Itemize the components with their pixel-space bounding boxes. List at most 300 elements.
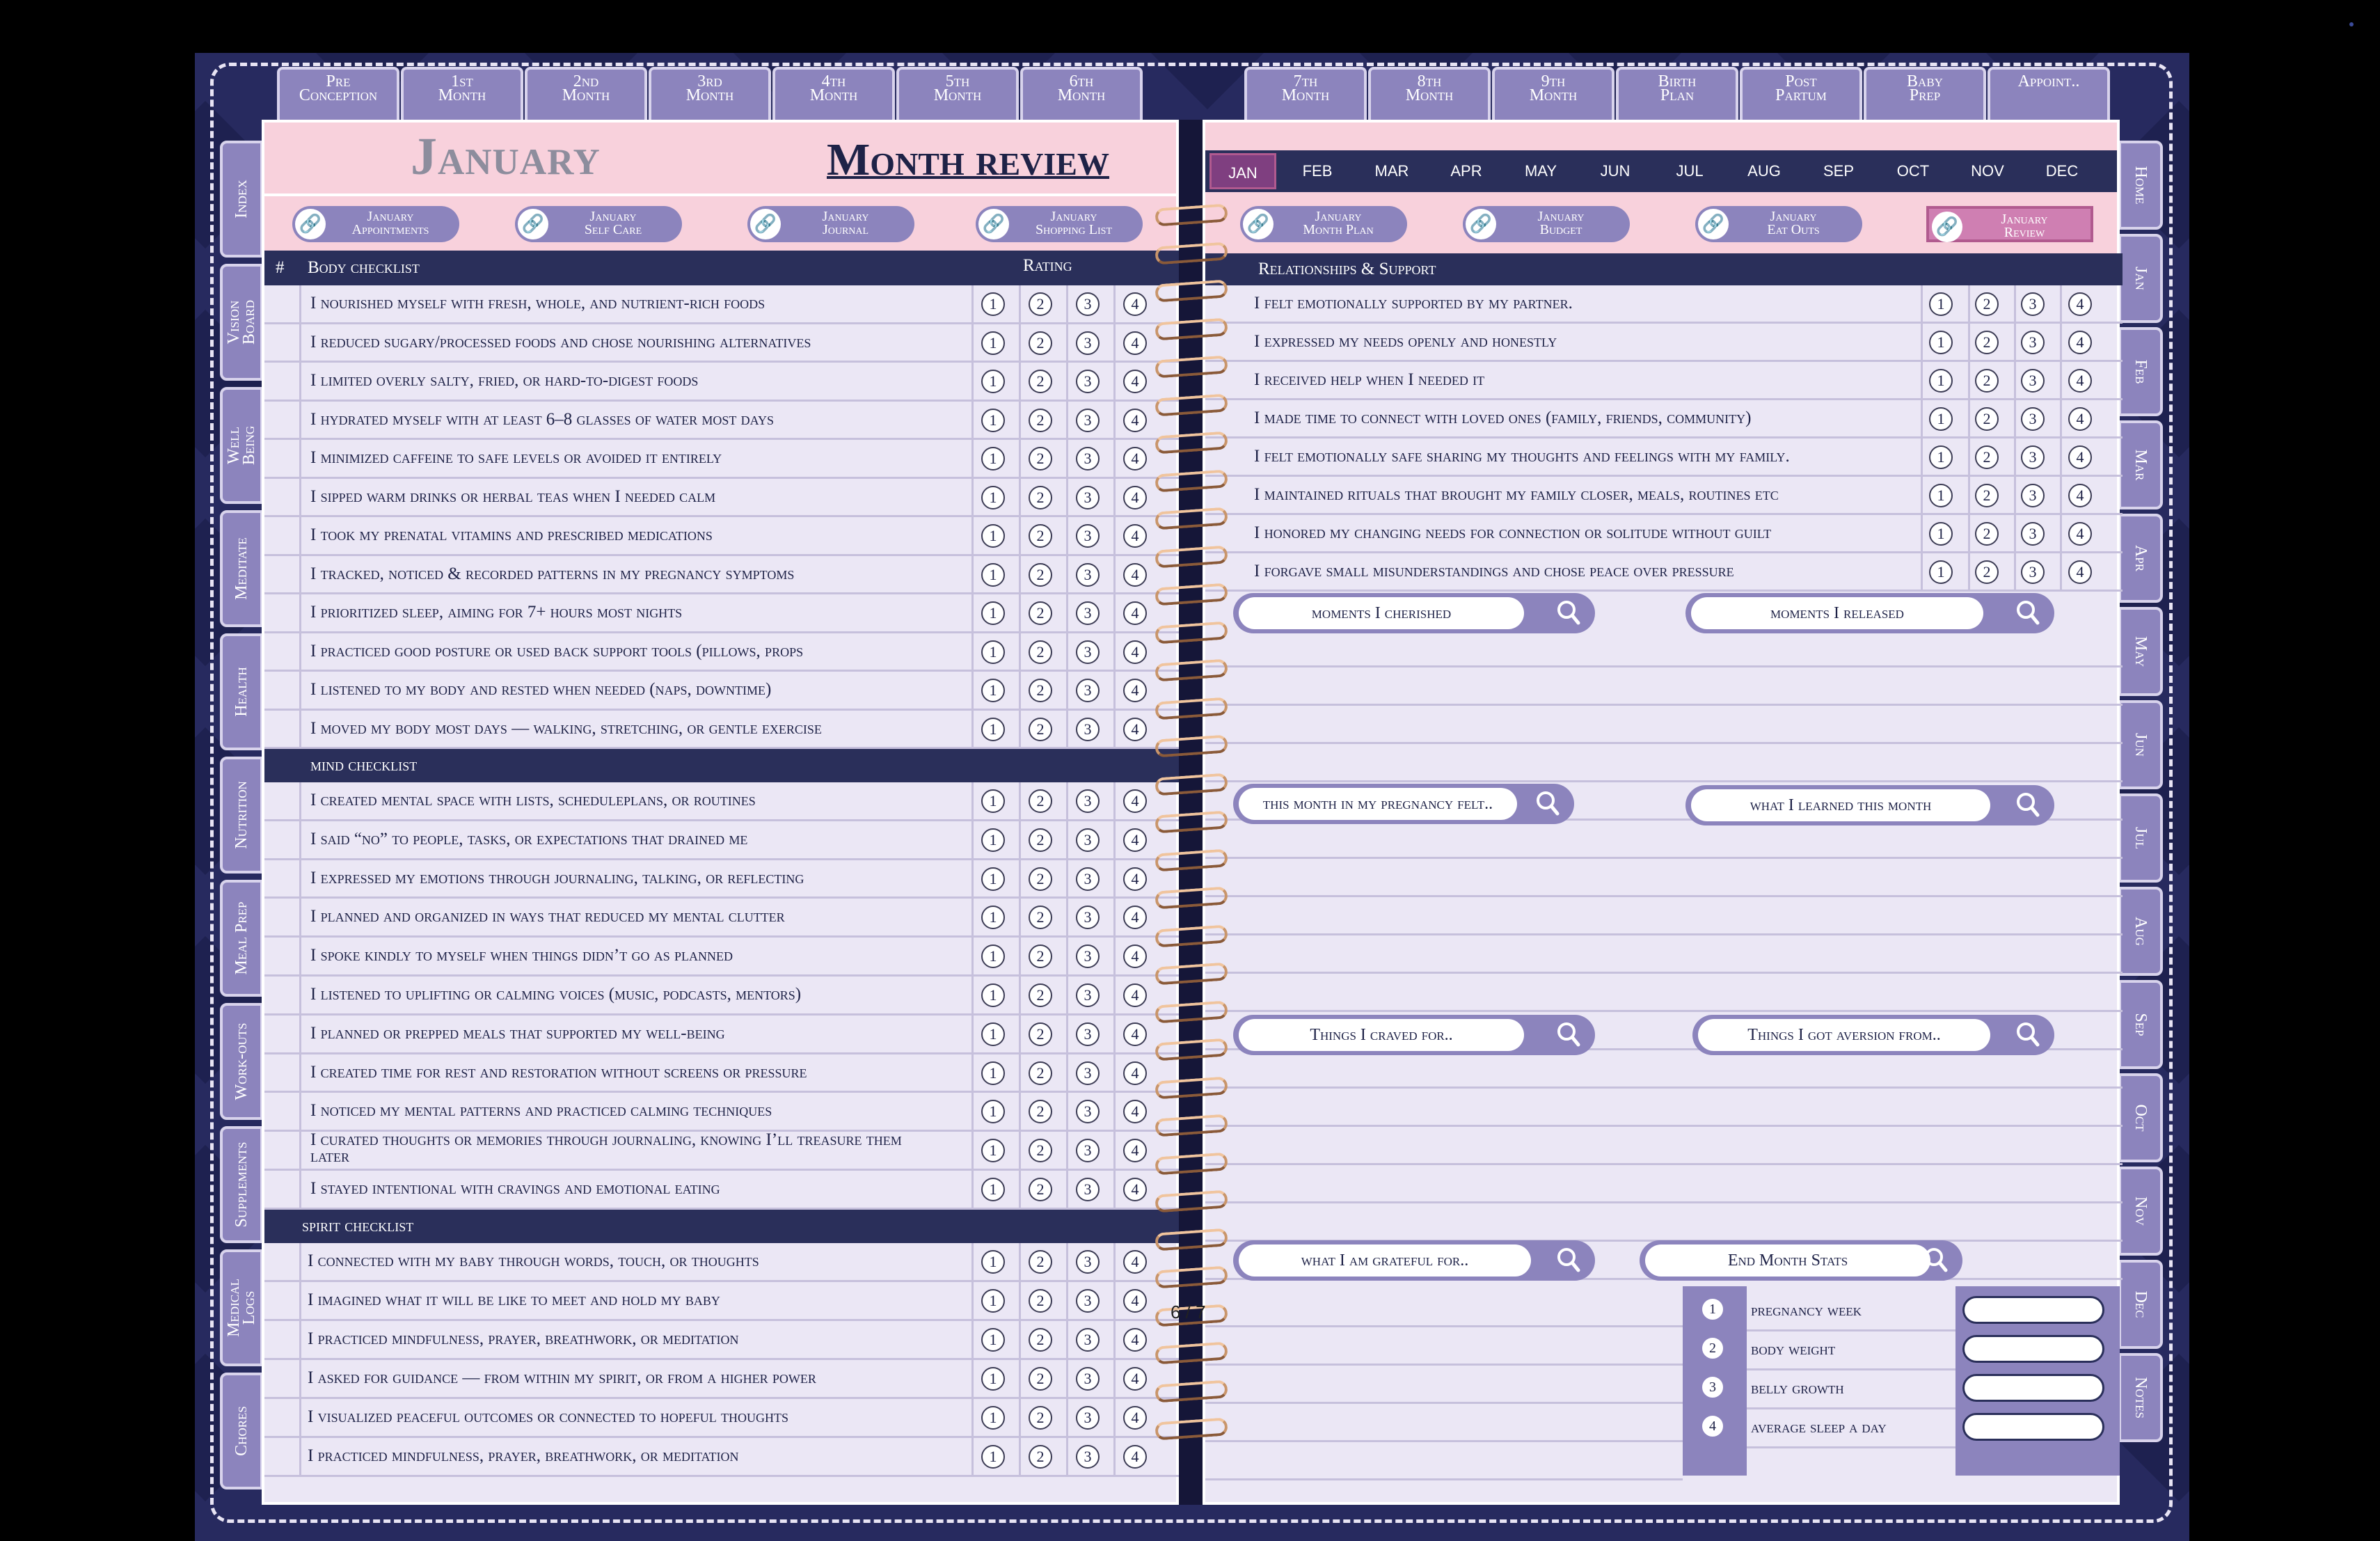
rating-option[interactable]: 3 bbox=[1076, 828, 1100, 852]
rating-option[interactable]: 4 bbox=[1123, 601, 1147, 625]
rating-option[interactable]: 2 bbox=[1029, 1178, 1052, 1201]
link-button-label: January bbox=[1770, 209, 1817, 224]
rating-option[interactable]: 1 bbox=[981, 1100, 1005, 1123]
rating-option[interactable]: 2 bbox=[1029, 679, 1052, 702]
table-divider bbox=[971, 440, 974, 479]
rating-option[interactable]: 4 bbox=[1123, 867, 1147, 891]
rating-option[interactable]: 4 bbox=[2068, 331, 2092, 354]
rating-option[interactable]: 2 bbox=[1029, 447, 1052, 471]
rating-option[interactable]: 4 bbox=[1123, 1061, 1147, 1085]
side-tab-right-7[interactable] bbox=[2118, 793, 2163, 883]
top-tab-r1[interactable] bbox=[1368, 67, 1491, 121]
rating-option[interactable]: 3 bbox=[1076, 1139, 1100, 1162]
link-button-link_buttons_right-0[interactable] bbox=[1240, 206, 1407, 242]
table-divider bbox=[1066, 556, 1068, 595]
rating-option[interactable]: 2 bbox=[1029, 1289, 1052, 1313]
rating-option[interactable]: 4 bbox=[1123, 447, 1147, 471]
side-tab-left-6[interactable] bbox=[220, 880, 263, 997]
table-divider bbox=[971, 285, 974, 324]
month-jan[interactable]: JAN bbox=[1209, 153, 1276, 189]
rating-option[interactable]: 3 bbox=[1076, 867, 1100, 891]
table-divider bbox=[1066, 899, 1068, 938]
month-sep[interactable]: SEP bbox=[1823, 162, 1855, 180]
rating-option[interactable]: 1 bbox=[981, 1022, 1005, 1046]
checklist-item-text: I hydrated myself with at least 6–8 glasses of water most days bbox=[310, 409, 774, 429]
link-button-link_buttons_left-0[interactable] bbox=[292, 206, 459, 242]
top-tab-5[interactable] bbox=[896, 67, 1019, 121]
rating-option[interactable]: 2 bbox=[1029, 789, 1052, 813]
stat-input-field[interactable] bbox=[1962, 1413, 2104, 1441]
side-tab-label: Oct bbox=[2132, 1104, 2150, 1132]
top-tab-3[interactable] bbox=[649, 67, 771, 121]
rating-option[interactable]: 1 bbox=[981, 1445, 1005, 1469]
side-tab-right-11[interactable] bbox=[2118, 1167, 2163, 1256]
rating-option[interactable]: 2 bbox=[1029, 563, 1052, 587]
search-icon[interactable] bbox=[2014, 599, 2042, 626]
rating-option[interactable]: 1 bbox=[981, 1250, 1005, 1274]
link-button-link_buttons_right-2[interactable] bbox=[1695, 206, 1862, 242]
rating-option[interactable]: 4 bbox=[1123, 679, 1147, 702]
side-tab-right-2[interactable] bbox=[2118, 327, 2163, 416]
table-divider bbox=[2060, 285, 2062, 324]
rating-option[interactable]: 3 bbox=[2021, 484, 2045, 507]
prompt-search-box[interactable] bbox=[1233, 1015, 1595, 1055]
rating-option[interactable]: 4 bbox=[1123, 1100, 1147, 1123]
rating-option[interactable]: 3 bbox=[1076, 409, 1100, 432]
rating-option[interactable]: 1 bbox=[981, 370, 1005, 393]
rating-option[interactable]: 2 bbox=[1029, 1406, 1052, 1430]
rating-option[interactable]: 3 bbox=[1076, 1178, 1100, 1201]
rating-option[interactable]: 1 bbox=[1929, 484, 1953, 507]
rating-option[interactable]: 4 bbox=[1123, 1250, 1147, 1274]
rating-option[interactable]: 1 bbox=[981, 906, 1005, 929]
rating-option[interactable]: 4 bbox=[1123, 1367, 1147, 1391]
rating-option[interactable]: 2 bbox=[1029, 1367, 1052, 1391]
rating-option[interactable]: 4 bbox=[1123, 331, 1147, 355]
rating-option[interactable]: 3 bbox=[1076, 370, 1100, 393]
rating-option[interactable]: 4 bbox=[1123, 789, 1147, 813]
month-apr[interactable]: APR bbox=[1450, 162, 1482, 180]
rating-option[interactable]: 3 bbox=[1076, 486, 1100, 509]
rating-option[interactable]: 4 bbox=[1123, 486, 1147, 509]
checklist-item-text: I stayed intentional with cravings and emotional eating bbox=[310, 1179, 720, 1198]
rating-option[interactable]: 2 bbox=[1975, 331, 1999, 354]
rating-option[interactable]: 4 bbox=[1123, 409, 1147, 432]
rating-option[interactable]: 3 bbox=[1076, 447, 1100, 471]
rating-option[interactable]: 1 bbox=[981, 601, 1005, 625]
rating-option[interactable]: 1 bbox=[981, 292, 1005, 316]
month-aug[interactable]: AUG bbox=[1747, 162, 1781, 180]
checklist-item-text: I moved my body most days — walking, stretching, or gentle exercise bbox=[310, 718, 822, 738]
table-divider bbox=[1921, 362, 1923, 400]
rating-option[interactable]: 3 bbox=[1076, 292, 1100, 316]
rating-option[interactable]: 4 bbox=[1123, 1406, 1147, 1430]
stat-input-field[interactable] bbox=[1962, 1335, 2104, 1363]
rating-option[interactable]: 4 bbox=[1123, 1328, 1147, 1352]
top-tab-label: Appoint.. bbox=[2017, 72, 2080, 90]
prompt-search-box[interactable] bbox=[1233, 784, 1574, 824]
rating-option[interactable]: 4 bbox=[1123, 828, 1147, 852]
side-tab-left-1[interactable] bbox=[220, 264, 263, 381]
side-tab-right-5[interactable] bbox=[2118, 607, 2163, 696]
rating-option[interactable]: 2 bbox=[1029, 640, 1052, 664]
rating-option[interactable]: 4 bbox=[1123, 1289, 1147, 1313]
top-tab-label: 9th bbox=[1541, 72, 1566, 90]
link-button-link_buttons_right-3[interactable] bbox=[1926, 206, 2093, 242]
table-divider bbox=[971, 977, 974, 1016]
checklist-row bbox=[1205, 477, 2123, 515]
prompt-label: what I am grateful for.. bbox=[1239, 1244, 1531, 1277]
rating-option[interactable]: 3 bbox=[1076, 524, 1100, 548]
table-divider bbox=[971, 1171, 974, 1210]
rating-option[interactable]: 3 bbox=[1076, 1367, 1100, 1391]
rating-option[interactable]: 4 bbox=[1123, 718, 1147, 741]
rating-option[interactable]: 1 bbox=[1929, 445, 1953, 469]
rating-option[interactable]: 1 bbox=[981, 1367, 1005, 1391]
table-divider bbox=[299, 938, 301, 977]
rating-option[interactable]: 3 bbox=[2021, 445, 2045, 469]
top-tab-label: 3rd bbox=[697, 72, 722, 90]
prompt-search-box[interactable] bbox=[1233, 593, 1595, 633]
top-tab-label: 1st bbox=[451, 72, 473, 90]
search-icon[interactable] bbox=[1555, 599, 1582, 626]
link-icon: 🔗 bbox=[1466, 209, 1496, 239]
side-tab-right-6[interactable] bbox=[2118, 700, 2163, 789]
prompt-search-box[interactable] bbox=[1685, 785, 2054, 825]
stat-number: 1 bbox=[1702, 1299, 1723, 1320]
side-tab-label: Home bbox=[2132, 166, 2150, 205]
rating-option[interactable]: 1 bbox=[981, 1178, 1005, 1201]
rating-option[interactable]: 3 bbox=[1076, 1445, 1100, 1469]
stat-input-field[interactable] bbox=[1962, 1296, 2104, 1324]
link-button-link_buttons_left-2[interactable] bbox=[747, 206, 914, 242]
rating-option[interactable]: 2 bbox=[1029, 906, 1052, 929]
table-divider bbox=[1113, 556, 1116, 595]
prompt-search-box[interactable] bbox=[1233, 1240, 1595, 1281]
checklist-item-text: I maintained rituals that brought my family closer, meals, routines etc bbox=[1254, 485, 1779, 504]
top-tab-label: Pre bbox=[326, 72, 351, 90]
rating-option[interactable]: 3 bbox=[1076, 983, 1100, 1007]
rating-option[interactable]: 4 bbox=[1123, 292, 1147, 316]
side-tab-right-8[interactable] bbox=[2118, 887, 2163, 976]
rating-option[interactable]: 2 bbox=[1029, 1250, 1052, 1274]
prompt-search-box[interactable] bbox=[1640, 1240, 1962, 1281]
rating-option[interactable]: 1 bbox=[981, 640, 1005, 664]
rating-option[interactable]: 3 bbox=[2021, 292, 2045, 316]
rating-option[interactable]: 1 bbox=[981, 679, 1005, 702]
side-tab-left-10[interactable] bbox=[220, 1373, 263, 1489]
table-divider bbox=[299, 440, 301, 479]
rating-option[interactable]: 1 bbox=[981, 331, 1005, 355]
table-divider bbox=[2014, 362, 2016, 400]
rating-option[interactable]: 2 bbox=[1029, 945, 1052, 968]
rating-option[interactable]: 1 bbox=[981, 867, 1005, 891]
month-oct[interactable]: OCT bbox=[1896, 162, 1930, 180]
rating-option[interactable]: 3 bbox=[1076, 679, 1100, 702]
top-tab-4[interactable] bbox=[772, 67, 895, 121]
rating-option[interactable]: 2 bbox=[1029, 601, 1052, 625]
top-tab-r6[interactable] bbox=[1988, 67, 2110, 121]
rating-option[interactable]: 4 bbox=[1123, 1445, 1147, 1469]
checklist-row bbox=[264, 324, 1182, 363]
side-tab-right-10[interactable] bbox=[2118, 1073, 2163, 1162]
rating-option[interactable]: 3 bbox=[1076, 906, 1100, 929]
rating-option[interactable]: 3 bbox=[1076, 640, 1100, 664]
rating-option[interactable]: 4 bbox=[2068, 560, 2092, 584]
rating-option[interactable]: 3 bbox=[1076, 1250, 1100, 1274]
rating-option[interactable]: 1 bbox=[981, 447, 1005, 471]
rating-option[interactable]: 2 bbox=[1975, 407, 1999, 431]
body-section-header bbox=[264, 251, 1182, 285]
rating-option[interactable]: 4 bbox=[2068, 292, 2092, 316]
rating-option[interactable]: 4 bbox=[1123, 1022, 1147, 1046]
month-may[interactable]: MAY bbox=[1524, 162, 1557, 180]
checklist-row bbox=[1205, 438, 2123, 477]
stat-label: average sleep a day bbox=[1751, 1418, 1887, 1437]
rating-option[interactable]: 1 bbox=[981, 486, 1005, 509]
rating-option[interactable]: 2 bbox=[1029, 867, 1052, 891]
table-divider bbox=[971, 1438, 974, 1477]
rating-option[interactable]: 3 bbox=[1076, 563, 1100, 587]
hash-label: # bbox=[276, 258, 285, 277]
rating-option[interactable]: 2 bbox=[1975, 484, 1999, 507]
rating-option[interactable]: 4 bbox=[2068, 445, 2092, 469]
search-icon[interactable] bbox=[1922, 1246, 1950, 1274]
side-tab-right-4[interactable] bbox=[2118, 514, 2163, 603]
rating-option[interactable]: 1 bbox=[1929, 522, 1953, 546]
top-tab-6[interactable] bbox=[1020, 67, 1143, 121]
rating-option[interactable]: 4 bbox=[2068, 522, 2092, 546]
rating-option[interactable]: 3 bbox=[2021, 369, 2045, 393]
month-dec[interactable]: DEC bbox=[2045, 162, 2079, 180]
rating-option[interactable]: 2 bbox=[1975, 369, 1999, 393]
rating-option[interactable]: 3 bbox=[1076, 1061, 1100, 1085]
rating-option[interactable]: 2 bbox=[1029, 486, 1052, 509]
side-tab-left-5[interactable] bbox=[220, 757, 263, 874]
side-tab-right-13[interactable] bbox=[2118, 1353, 2163, 1442]
rating-option[interactable]: 4 bbox=[2068, 369, 2092, 393]
table-divider bbox=[1113, 324, 1116, 363]
top-tab-label: Month bbox=[438, 86, 486, 104]
rating-option[interactable]: 3 bbox=[1076, 1289, 1100, 1313]
checklist-row bbox=[264, 1360, 1182, 1399]
table-divider bbox=[1113, 860, 1116, 899]
rating-option[interactable]: 4 bbox=[1123, 906, 1147, 929]
table-divider bbox=[299, 711, 301, 750]
rating-option[interactable]: 1 bbox=[1929, 369, 1953, 393]
rating-option[interactable]: 1 bbox=[1929, 292, 1953, 316]
side-tab-left-3[interactable] bbox=[220, 510, 263, 627]
rating-option[interactable]: 2 bbox=[1029, 718, 1052, 741]
side-tab-right-3[interactable] bbox=[2118, 420, 2163, 509]
side-tab-left-7[interactable] bbox=[220, 1003, 263, 1120]
rating-option[interactable]: 1 bbox=[981, 983, 1005, 1007]
top-tab-label: Month bbox=[1529, 86, 1578, 104]
checklist-item-text: I planned and organized in ways that reduced my mental clutter bbox=[310, 907, 785, 926]
rating-option[interactable]: 2 bbox=[1975, 292, 1999, 316]
rating-option[interactable]: 2 bbox=[1029, 1139, 1052, 1162]
relationships-title: Relationships & Support bbox=[1258, 260, 1436, 278]
rating-option[interactable]: 3 bbox=[1076, 1328, 1100, 1352]
table-divider bbox=[971, 1399, 974, 1438]
rating-option[interactable]: 4 bbox=[2068, 484, 2092, 507]
rating-option[interactable]: 4 bbox=[2068, 407, 2092, 431]
rating-option[interactable]: 4 bbox=[1123, 945, 1147, 968]
link-button-link_buttons_right-1[interactable] bbox=[1463, 206, 1630, 242]
rating-option[interactable]: 4 bbox=[1123, 640, 1147, 664]
month-jul[interactable]: JUL bbox=[1676, 162, 1704, 180]
side-tab-left-2[interactable] bbox=[220, 387, 263, 504]
side-tab-left-9[interactable] bbox=[220, 1249, 263, 1366]
rating-option[interactable]: 4 bbox=[1123, 370, 1147, 393]
rating-option[interactable]: 4 bbox=[1123, 563, 1147, 587]
checklist-row bbox=[1205, 553, 2123, 592]
top-tab-1[interactable] bbox=[401, 67, 523, 121]
top-tab-r0[interactable] bbox=[1244, 67, 1367, 121]
rating-option[interactable]: 3 bbox=[1076, 1100, 1100, 1123]
side-tab-right-0[interactable] bbox=[2118, 141, 2163, 230]
search-icon[interactable] bbox=[1555, 1020, 1582, 1048]
writing-line bbox=[1205, 895, 2123, 897]
rating-option[interactable]: 3 bbox=[1076, 789, 1100, 813]
rating-option[interactable]: 1 bbox=[981, 563, 1005, 587]
checklist-row bbox=[264, 821, 1182, 860]
table-divider bbox=[1066, 821, 1068, 860]
search-icon[interactable] bbox=[1555, 1246, 1582, 1274]
rating-option[interactable]: 2 bbox=[1975, 522, 1999, 546]
rating-option[interactable]: 2 bbox=[1029, 1061, 1052, 1085]
checklist-row bbox=[264, 1171, 1182, 1210]
rating-option[interactable]: 4 bbox=[1123, 1178, 1147, 1201]
rating-option[interactable]: 1 bbox=[981, 1139, 1005, 1162]
rating-option[interactable]: 2 bbox=[1029, 983, 1052, 1007]
month-jun[interactable]: JUN bbox=[1600, 162, 1631, 180]
top-tab-label: Month bbox=[1405, 86, 1454, 104]
top-tab-label: 8th bbox=[1417, 72, 1442, 90]
top-tab-2[interactable] bbox=[525, 67, 647, 121]
checklist-row bbox=[264, 899, 1182, 938]
rating-option[interactable]: 2 bbox=[1029, 370, 1052, 393]
side-tab-right-9[interactable] bbox=[2118, 980, 2163, 1069]
prompt-search-box[interactable] bbox=[1685, 593, 2054, 633]
rating-option[interactable]: 3 bbox=[2021, 560, 2045, 584]
rating-option[interactable]: 3 bbox=[1076, 945, 1100, 968]
link-button-label: Month Plan bbox=[1303, 222, 1374, 237]
rating-option[interactable]: 2 bbox=[1029, 1328, 1052, 1352]
rating-option[interactable]: 3 bbox=[1076, 601, 1100, 625]
link-button-link_buttons_left-3[interactable] bbox=[976, 206, 1143, 242]
rating-option[interactable]: 2 bbox=[1029, 524, 1052, 548]
rating-option[interactable]: 2 bbox=[1975, 560, 1999, 584]
page-title: Month review bbox=[827, 134, 1109, 185]
rating-option[interactable]: 4 bbox=[1123, 983, 1147, 1007]
table-divider bbox=[299, 977, 301, 1016]
link-button-label: Review bbox=[2004, 225, 2045, 240]
side-tab-right-1[interactable] bbox=[2118, 234, 2163, 323]
rating-option[interactable]: 2 bbox=[1029, 1445, 1052, 1469]
rating-option[interactable]: 1 bbox=[981, 409, 1005, 432]
side-tab-left-0[interactable] bbox=[220, 141, 263, 258]
table-divider bbox=[1019, 1171, 1021, 1210]
rating-option[interactable]: 2 bbox=[1029, 409, 1052, 432]
table-divider bbox=[299, 1093, 301, 1132]
side-tab-line: Supplements bbox=[232, 1141, 251, 1228]
rating-option[interactable]: 3 bbox=[1076, 1406, 1100, 1430]
rating-option[interactable]: 2 bbox=[1029, 331, 1052, 355]
rating-option[interactable]: 1 bbox=[981, 718, 1005, 741]
top-tab-r4[interactable] bbox=[1740, 67, 1862, 121]
table-divider bbox=[1066, 1054, 1068, 1093]
rating-option[interactable]: 2 bbox=[1975, 445, 1999, 469]
prompt-search-box[interactable] bbox=[1692, 1015, 2054, 1055]
rating-option[interactable]: 2 bbox=[1029, 828, 1052, 852]
checklist-row bbox=[264, 556, 1182, 595]
month-mar[interactable]: MAR bbox=[1374, 162, 1409, 180]
top-tab-r2[interactable] bbox=[1492, 67, 1615, 121]
stat-input-field[interactable] bbox=[1962, 1374, 2104, 1402]
rating-option[interactable]: 1 bbox=[1929, 407, 1953, 431]
rating-option[interactable]: 3 bbox=[1076, 331, 1100, 355]
table-divider bbox=[2014, 477, 2016, 515]
rating-option[interactable]: 2 bbox=[1029, 292, 1052, 316]
rating-option[interactable]: 1 bbox=[981, 1289, 1005, 1313]
rating-option[interactable]: 4 bbox=[1123, 1139, 1147, 1162]
checklist-row bbox=[264, 938, 1182, 977]
table-divider bbox=[1066, 633, 1068, 672]
search-icon[interactable] bbox=[1534, 789, 1562, 817]
checklist-item-text: I tracked, noticed & recorded patterns in my pregnancy symptoms bbox=[310, 564, 795, 583]
rating-option[interactable]: 3 bbox=[1076, 1022, 1100, 1046]
table-divider bbox=[2060, 400, 2062, 438]
checklist-item-text: I forgave small misunderstandings and chose peace over pressure bbox=[1254, 562, 1734, 580]
rating-option[interactable]: 3 bbox=[1076, 718, 1100, 741]
table-divider bbox=[1019, 556, 1021, 595]
rating-option[interactable]: 1 bbox=[981, 828, 1005, 852]
rating-option[interactable]: 1 bbox=[1929, 331, 1953, 354]
rating-option[interactable]: 1 bbox=[981, 789, 1005, 813]
table-divider bbox=[1066, 1132, 1068, 1171]
rating-option[interactable]: 1 bbox=[981, 945, 1005, 968]
top-tab-r3[interactable] bbox=[1616, 67, 1738, 121]
month-nov[interactable]: NOV bbox=[1971, 162, 2004, 180]
top-tab-0[interactable] bbox=[277, 67, 399, 121]
rating-option[interactable]: 3 bbox=[2021, 407, 2045, 431]
table-divider bbox=[1113, 517, 1116, 556]
link-button-label: January bbox=[2001, 212, 2048, 227]
side-tab-right-12[interactable] bbox=[2118, 1260, 2163, 1349]
rating-option[interactable]: 3 bbox=[2021, 522, 2045, 546]
rating-option[interactable]: 3 bbox=[2021, 331, 2045, 354]
search-icon[interactable] bbox=[2014, 1020, 2042, 1048]
table-divider bbox=[2060, 362, 2062, 400]
top-tab-r5[interactable] bbox=[1864, 67, 1986, 121]
side-tab-left-4[interactable] bbox=[220, 633, 263, 750]
rating-option[interactable]: 4 bbox=[1123, 524, 1147, 548]
rating-option[interactable]: 1 bbox=[981, 524, 1005, 548]
rating-option[interactable]: 2 bbox=[1029, 1022, 1052, 1046]
side-tab-line: Meal Prep bbox=[232, 901, 251, 975]
side-tab-left-8[interactable] bbox=[220, 1126, 263, 1243]
rating-option[interactable]: 1 bbox=[981, 1406, 1005, 1430]
month-feb[interactable]: FEB bbox=[1302, 162, 1333, 180]
rating-option[interactable]: 2 bbox=[1029, 1100, 1052, 1123]
rating-option[interactable]: 1 bbox=[981, 1328, 1005, 1352]
table-divider bbox=[1066, 1243, 1068, 1282]
rating-option[interactable]: 1 bbox=[1929, 560, 1953, 584]
link-button-link_buttons_left-1[interactable] bbox=[515, 206, 682, 242]
rating-option[interactable]: 1 bbox=[981, 1061, 1005, 1085]
search-icon[interactable] bbox=[2014, 791, 2042, 819]
